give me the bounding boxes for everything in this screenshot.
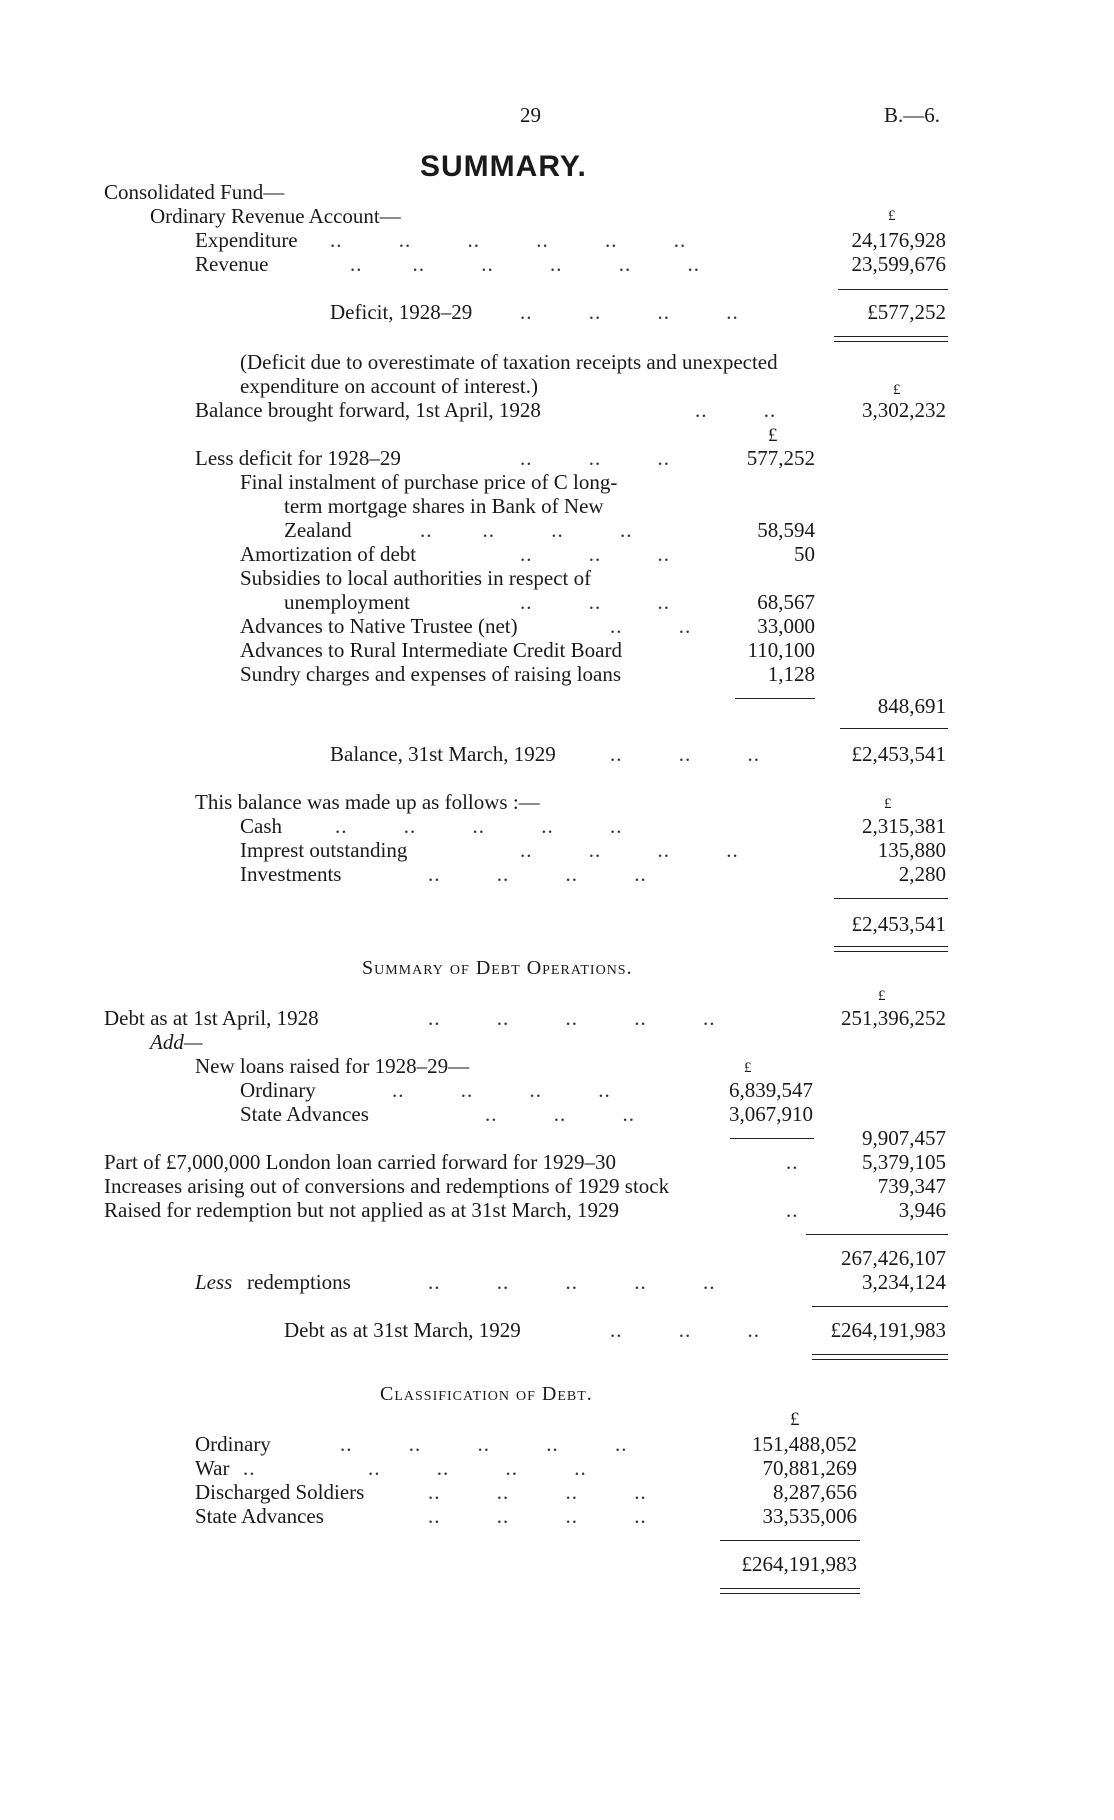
made-up-label: This balance was made up as follows :— <box>195 790 540 814</box>
debt-ops-heading: Summary of Debt Operations. <box>362 957 633 979</box>
expenditure-value: 24,176,928 <box>851 228 946 252</box>
pound-sign: £ <box>790 1409 800 1430</box>
raised-redemption-value: 3,946 <box>898 1198 946 1222</box>
cash-value: 2,315,381 <box>862 814 946 838</box>
page-number: 29 <box>520 103 541 127</box>
deficit-note-line2: expenditure on account of interest.) <box>240 374 538 398</box>
leader-dots: .. .. .. .. <box>428 1504 647 1528</box>
sum-rule <box>840 728 948 729</box>
subsidies-line2: unemployment <box>284 590 410 614</box>
balance-31-label: Balance, 31st March, 1929 <box>330 742 556 766</box>
leader-dots: .. .. .. .. .. <box>428 1270 716 1294</box>
sum-rule <box>735 698 815 699</box>
pound-sign: £ <box>878 988 886 1004</box>
sum-rule <box>834 898 948 899</box>
imprest-value: 135,880 <box>877 838 946 862</box>
balance-31-value: £2,453,541 <box>851 742 946 766</box>
deficit-value: £577,252 <box>867 300 946 324</box>
leader-dots: .. .. .. <box>610 742 760 766</box>
leader-dots: .. .. .. <box>520 590 670 614</box>
state-advances-loans-value: 3,067,910 <box>729 1102 813 1126</box>
class-soldiers-label: Discharged Soldiers <box>195 1480 365 1504</box>
expenditure-label: Expenditure <box>195 228 298 252</box>
pound-sign: £ <box>893 382 901 398</box>
less-deficit-value: 577,252 <box>746 446 815 470</box>
amortization-value: 50 <box>794 542 815 566</box>
final-instalment-value: 58,594 <box>757 518 815 542</box>
leader-dots: .. .. <box>610 614 692 638</box>
imprest-label: Imprest outstanding <box>240 838 408 862</box>
pound-sign: £ <box>888 208 896 224</box>
balance-total-value: £2,453,541 <box>851 912 946 936</box>
native-trustee-label: Advances to Native Trustee (net) <box>240 614 518 638</box>
pound-sign: £ <box>768 425 778 446</box>
final-instalment-line1: Final instalment of purchase price of C long- <box>240 470 618 494</box>
cash-label: Cash <box>240 814 282 838</box>
sum-rule <box>806 1234 948 1235</box>
leader-dots: .. .. .. .. <box>420 518 633 542</box>
rural-board-label: Advances to Rural Intermediate Credit Board <box>240 638 622 662</box>
class-state-advances-label: State Advances <box>195 1504 324 1528</box>
native-trustee-value: 33,000 <box>757 614 815 638</box>
pound-sign: £ <box>884 796 892 812</box>
rural-board-value: 110,100 <box>747 638 815 662</box>
class-total-value: £264,191,983 <box>741 1552 857 1576</box>
subsidies-line1: Subsidies to local authorities in respect of <box>240 566 592 590</box>
leader-dots: .. .. .. <box>485 1102 635 1126</box>
leader-dots: .. .. .. <box>520 446 670 470</box>
double-rule <box>834 946 948 947</box>
sundry-label: Sundry charges and expenses of raising loans <box>240 662 622 686</box>
leader-dots: .. .. .. <box>610 1318 760 1342</box>
double-rule <box>834 341 948 342</box>
page-title: SUMMARY. <box>420 150 587 183</box>
fund-heading: Consolidated Fund— <box>104 180 285 204</box>
sundry-value: 1,128 <box>767 662 815 686</box>
conversions-label: Increases arising out of conversions and redemptions of 1929 stock <box>104 1174 670 1198</box>
debt-1april-label: Debt as at 1st April, 1928 <box>104 1006 319 1030</box>
leader-dots: .. <box>786 1198 799 1222</box>
total-deductions-value: 848,691 <box>877 694 946 718</box>
final-instalment-line3: Zealand <box>284 518 352 542</box>
leader-dots: .. .. .. .. .. <box>335 814 623 838</box>
redemptions-label: redemptions <box>247 1270 351 1294</box>
class-ordinary-value: 151,488,052 <box>752 1432 857 1456</box>
add-label: Add— <box>150 1030 203 1054</box>
sum-rule <box>812 1306 948 1307</box>
sum-rule <box>730 1138 814 1139</box>
account-heading: Ordinary Revenue Account— <box>150 204 401 228</box>
class-ordinary-label: Ordinary <box>195 1432 271 1456</box>
balance-bf-value: 3,302,232 <box>862 398 946 422</box>
class-state-advances-value: 33,535,006 <box>762 1504 857 1528</box>
subsidies-value: 68,567 <box>757 590 815 614</box>
investments-label: Investments <box>240 862 342 886</box>
debt-subtotal-value: 267,426,107 <box>841 1246 946 1270</box>
balance-bf-label: Balance brought forward, 1st April, 1928 <box>195 398 541 422</box>
conversions-value: 739,347 <box>877 1174 946 1198</box>
leader-dots: .. .. .. .. .. <box>340 1432 628 1456</box>
leader-dots: .. .. .. .. <box>428 862 647 886</box>
class-war-value: 70,881,269 <box>762 1456 857 1480</box>
leader-dots: .. .. .. .. .. .. <box>350 252 700 276</box>
sum-rule <box>720 1540 860 1541</box>
redemptions-value: 3,234,124 <box>862 1270 946 1294</box>
double-rule <box>834 336 948 337</box>
double-rule <box>834 951 948 952</box>
class-war-label: War <box>195 1456 230 1480</box>
deficit-label: Deficit, 1928–29 <box>330 300 473 324</box>
ordinary-loans-label: Ordinary <box>240 1078 316 1102</box>
revenue-value: 23,599,676 <box>851 252 946 276</box>
new-loans-label: New loans raised for 1928–29— <box>195 1054 470 1078</box>
deficit-note-line1: (Deficit due to overestimate of taxation receipts and unexpected <box>240 350 778 374</box>
less-deficit-label: Less deficit for 1928–29 <box>195 446 401 470</box>
revenue-label: Revenue <box>195 252 269 276</box>
london-loan-label: Part of £7,000,000 London loan carried forward for 1929–30 <box>104 1150 617 1174</box>
debt-1april-value: 251,396,252 <box>841 1006 946 1030</box>
leader-dots: .. .. .. .. <box>428 1480 647 1504</box>
investments-value: 2,280 <box>898 862 946 886</box>
debt-31march-value: £264,191,983 <box>830 1318 946 1342</box>
leader-dots: .. .. .. .. .. <box>428 1006 716 1030</box>
ordinary-loans-value: 6,839,547 <box>729 1078 813 1102</box>
final-instalment-line2: term mortgage shares in Bank of New <box>284 494 604 518</box>
raised-redemption-label: Raised for redemption but not applied as at 31st March, 1929 <box>104 1198 619 1222</box>
london-loan-value: 5,379,105 <box>862 1150 946 1174</box>
new-loans-total-value: 9,907,457 <box>862 1126 946 1150</box>
double-rule <box>812 1354 948 1355</box>
leader-dots: .. .. <box>695 398 777 422</box>
leader-dots: .. <box>786 1150 799 1174</box>
leader-dots: .. .. .. <box>520 542 670 566</box>
classification-heading: Classification of Debt. <box>380 1383 593 1405</box>
pound-sign: £ <box>744 1060 752 1076</box>
amortization-label: Amortization of debt <box>240 542 417 566</box>
leader-dots: .. .. .. .. <box>520 838 739 862</box>
leader-dots: .. .. .. .. .. <box>243 1456 587 1480</box>
state-advances-loans-label: State Advances <box>240 1102 369 1126</box>
document-ref: B.—6. <box>884 103 941 127</box>
sum-rule <box>838 289 948 290</box>
double-rule <box>720 1588 860 1589</box>
leader-dots: .. .. .. .. <box>520 300 739 324</box>
double-rule <box>720 1593 860 1594</box>
double-rule <box>812 1359 948 1360</box>
debt-31march-label: Debt as at 31st March, 1929 <box>284 1318 521 1342</box>
leader-dots: .. .. .. .. .. .. <box>330 228 687 252</box>
leader-dots: .. .. .. .. <box>392 1078 611 1102</box>
class-soldiers-value: 8,287,656 <box>773 1480 857 1504</box>
less-label: Less <box>195 1270 233 1294</box>
